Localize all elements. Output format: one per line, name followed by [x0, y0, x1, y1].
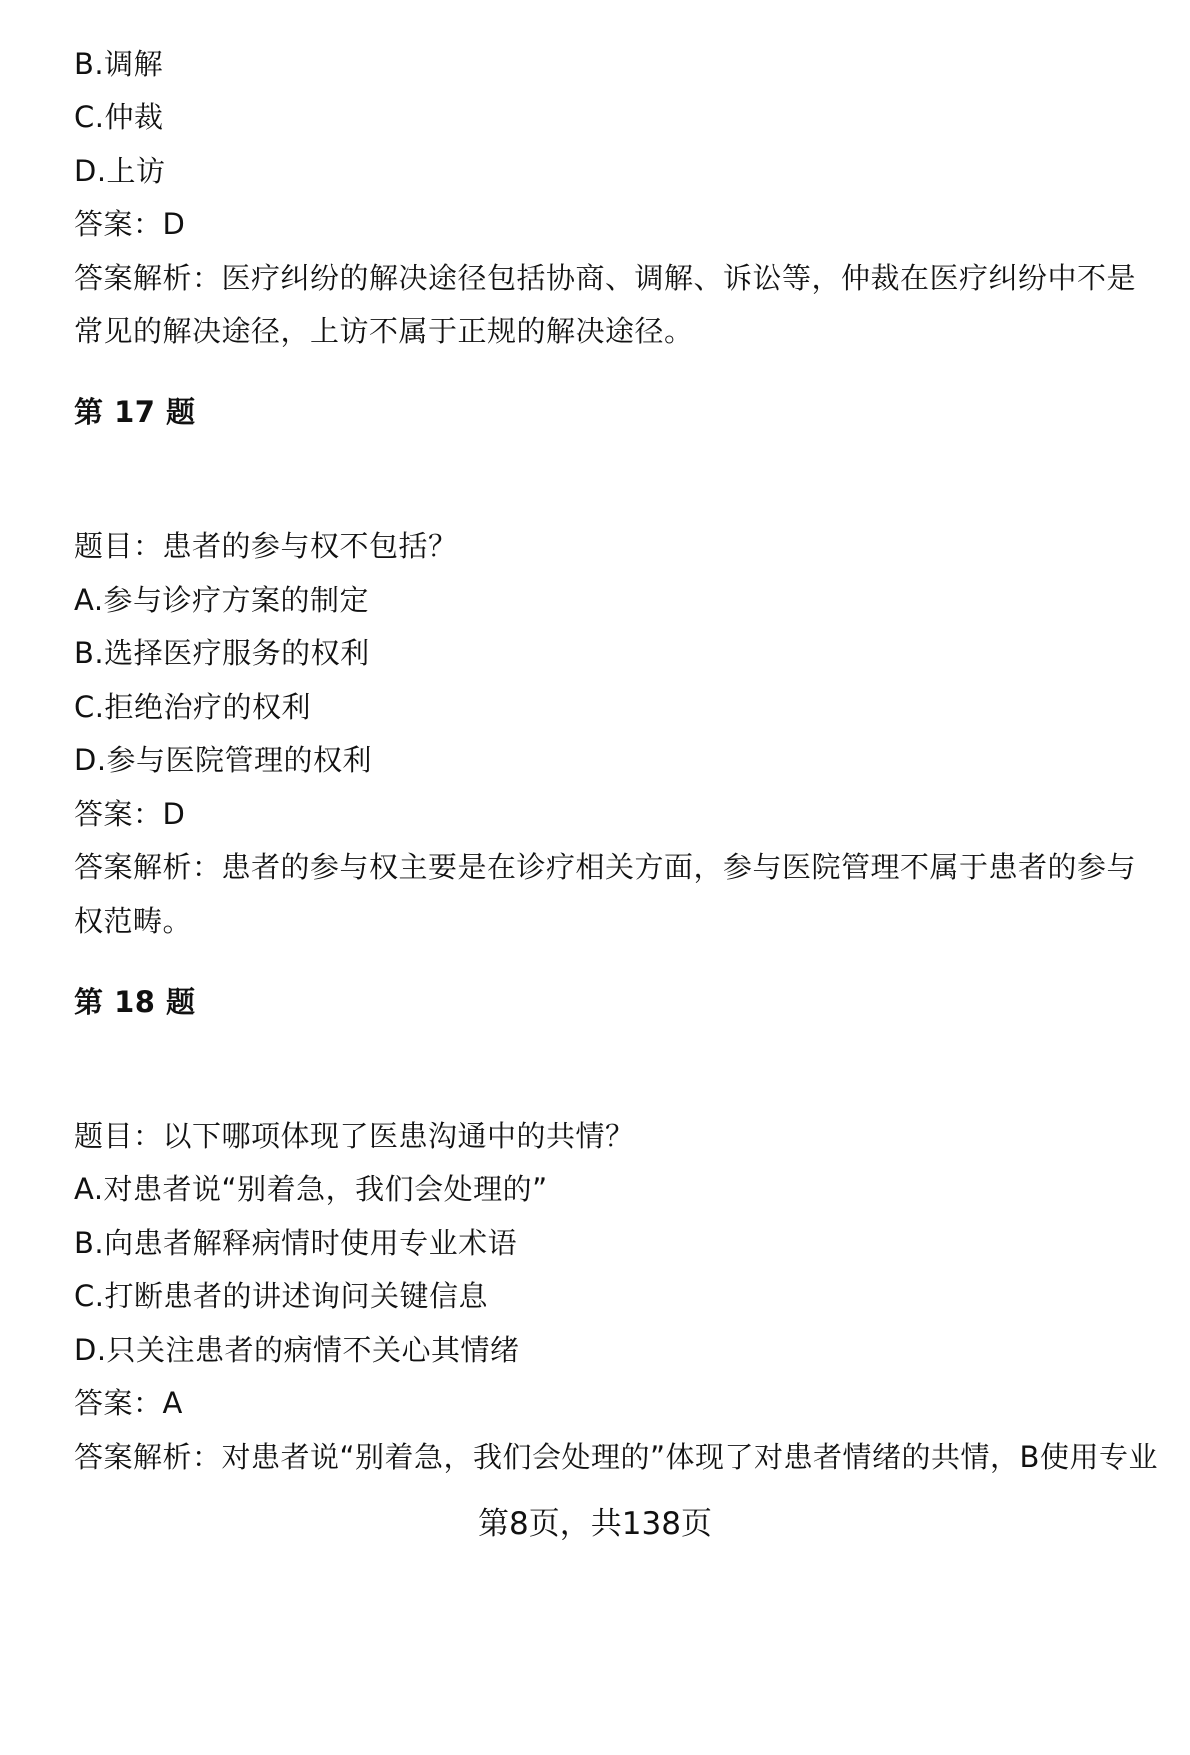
analysis-line-2: 常见的解决途径，上访不属于正规的解决途径。 — [74, 314, 694, 348]
question-17-analysis-line-2: 权范畴。 — [74, 904, 193, 938]
analysis-line-1: 答案解析：医疗纠纷的解决途径包括协商、调解、诉讼等，仲裁在医疗纠纷中不是 — [74, 261, 1137, 295]
question-17-option-d: D.参与医院管理的权利 — [74, 743, 373, 777]
question-17-option-c: C.拒绝治疗的权利 — [74, 690, 311, 724]
question-17-answer: 答案：D — [74, 797, 186, 831]
question-17-option-b: B.选择医疗服务的权利 — [74, 636, 370, 670]
question-18-heading: 第 18 题 — [74, 985, 196, 1019]
question-17-heading: 第 17 题 — [74, 395, 196, 429]
question-18-option-d: D.只关注患者的病情不关心其情绪 — [74, 1333, 520, 1367]
question-18-text: 题目：以下哪项体现了医患沟通中的共情？ — [74, 1119, 635, 1153]
option-d: D.上访 — [74, 154, 166, 188]
question-18-answer: 答案：A — [74, 1386, 183, 1420]
question-17-text: 题目：患者的参与权不包括？ — [74, 529, 458, 563]
question-18-analysis-line-1: 答案解析：对患者说“别着急，我们会处理的”体现了对患者情绪的共情，B使用专业 — [74, 1440, 1158, 1474]
question-18-option-c: C.打断患者的讲述询问关键信息 — [74, 1279, 488, 1313]
option-b: B.调解 — [74, 47, 164, 81]
question-17-analysis-line-1: 答案解析：患者的参与权主要是在诊疗相关方面，参与医院管理不属于患者的参与 — [74, 850, 1137, 884]
answer: 答案：D — [74, 207, 186, 241]
option-c: C.仲裁 — [74, 100, 164, 134]
question-18-option-b: B.向患者解释病情时使用专业术语 — [74, 1226, 518, 1260]
question-17-option-a: A.参与诊疗方案的制定 — [74, 583, 370, 617]
question-18-option-a: A.对患者说“别着急，我们会处理的” — [74, 1172, 548, 1206]
page-number: 第8页，共138页 — [478, 1506, 712, 1542]
